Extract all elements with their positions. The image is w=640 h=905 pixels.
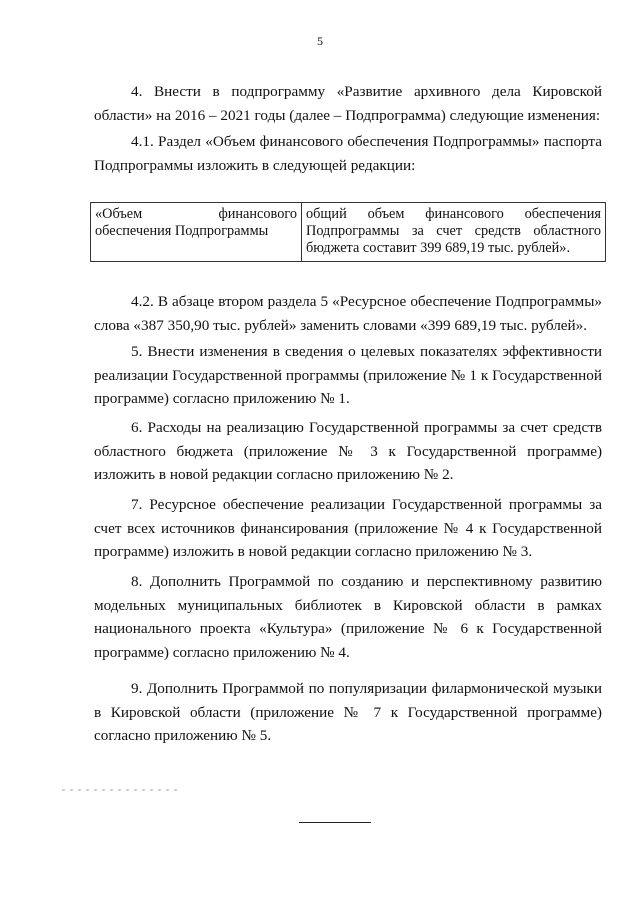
paragraph-7 (94, 493, 602, 564)
paragraph-8-text: 8. Дополнить Программой по созданию и перспективному развитию модельных муниципальных библиотек в Кировской области в рамках национального проекта «Культура» (приложение № 6 к Государственной программе) согласно приложению № 4. (94, 573, 602, 661)
paragraph-4-2 (94, 290, 602, 337)
paragraph-6 (94, 416, 602, 487)
paragraph-4-1-text: 4.1. Раздел «Объем финансового обеспечения Подпрограммы» паспорта Подпрограммы изложить в следующей редакции: (94, 133, 602, 174)
paragraph-6-text: 6. Расходы на реализацию Государственной программы за счет средств областного бюджета (приложение № 3 к Государственной программе) изложить в новой редакции согласно приложению № 2. (94, 419, 602, 483)
paragraph-9 (94, 677, 602, 748)
table-cell-value: общий объем финансового обеспечения Подпрограммы за счет средств областного бюджета составит 399 689,19 тыс. рублей». (302, 203, 606, 262)
paragraph-5-text: 5. Внести изменения в сведения о целевых показателях эффективности реализации Государственной программы (приложение № 1 к Государственной программе) согласно приложению № 1. (94, 343, 602, 407)
scan-artifact (62, 789, 182, 791)
passport-table (90, 202, 606, 262)
closing-rule (299, 822, 371, 823)
table-row (91, 203, 606, 262)
paragraph-4 (94, 80, 602, 127)
paragraph-9-text: 9. Дополнить Программой по популяризации филармонической музыки в Кировской области (приложение № 7 к Государственной программе) согласно приложению № 5. (94, 680, 602, 744)
page-number: 5 (317, 34, 323, 48)
paragraph-4-1 (94, 130, 602, 177)
paragraph-4-text: 4. Внести в подпрограмму «Развитие архивного дела Кировской области» на 2016 – 2021 годы (далее – Подпрограмма) следующие изменения: (94, 83, 602, 124)
table-cell-label: «Объем финансового обеспечения Подпрограммы (91, 203, 302, 262)
paragraph-4-2-text: 4.2. В абзаце втором раздела 5 «Ресурсное обеспечение Подпрограммы» слова «387 350,90 тыс. рублей» заменить словами «399 689,19 тыс. рублей». (94, 293, 602, 334)
paragraph-5 (94, 340, 602, 411)
paragraph-7-text: 7. Ресурсное обеспечение реализации Государственной программы за счет всех источников финансирования (приложение № 4 к Государственной программе) изложить в новой редакции согласно приложению № 3. (94, 496, 602, 560)
paragraph-8 (94, 570, 602, 664)
